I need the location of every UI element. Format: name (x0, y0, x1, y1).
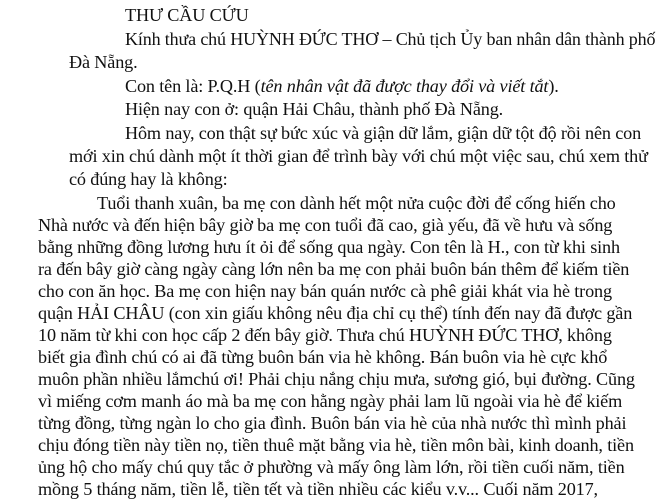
body-line-14: mồng 5 tháng năm, tiền lễ, tiền tết và tiền nhiều các kiểu v.v... Cuối năm 2017, (38, 479, 598, 499)
body-line-8: biết gia đình chú có ai đã từng buôn bán via hè không. Bán buôn via hè cực khổ (38, 347, 608, 367)
intro-line-1: Hôm nay, con thật sự bức xúc và giận dữ lắm, giận dữ tột độ rồi nên con (125, 123, 642, 143)
body-line-3: bằng những đồng lương hưu ít ỏi để sống qua ngày. Con tên là H., con từ khi sinh (38, 237, 620, 257)
salutation-line-1: Kính thưa chú HUỲNH ĐỨC THƠ – Chủ tịch Ủy ban nhân dân thành phố (125, 29, 656, 49)
residence-line: Hiện nay con ở: quận Hải Châu, thành phố Đà Nẵng. (125, 99, 504, 119)
body-line-2: Nhà nước và đến hiện bây giờ ba mẹ con tuổi đã cao, già yếu, đã về hưu và sống (38, 215, 613, 235)
body-line-4: ra đến bây giờ càng ngày càng lớn nên ba mẹ con phải buôn bán thêm để kiếm tiền (38, 259, 630, 279)
body-line-6: quận HẢI CHÂU (con xin giấu không nêu địa chỉ cụ thể) tính đến nay đã được gần (38, 303, 633, 323)
intro-line-3: có đúng hay là không: (69, 169, 228, 189)
salutation-line-2: Đà Nẵng. (69, 52, 138, 72)
body-line-5: cho con ăn học. Ba mẹ con hiện nay bán quán nước cà phê giải khát via hè trong (38, 281, 612, 301)
name-note: tên nhân vật đã được thay đổi và viết tắt (260, 76, 549, 96)
intro-line-2: mới xin chú dành một ít thời gian để trình bày với chú một việc sau, chú xem thử (69, 146, 648, 166)
body-line-7: 10 năm từ khi con học cấp 2 đến bây giờ. Thưa chú HUỲNH ĐỨC THƠ, không (38, 325, 612, 345)
body-line-10: vì miếng cơm manh áo mà ba mẹ con hằng ngày phải lam lũ ngoài via hè để kiếm (38, 391, 623, 411)
letter-title: THƯ CẦU CỨU (125, 5, 249, 25)
name-line (125, 77, 559, 95)
body-line-1: Tuổi thanh xuân, ba mẹ con dành hết một nửa cuộc đời để cống hiến cho (97, 193, 616, 213)
body-line-12: chịu đóng tiền này tiền nọ, tiền thuê mặt bằng via hè, tiền môn bài, kinh doanh, tiền (38, 435, 634, 455)
body-line-9: muôn phần nhiều lắmchú ơi! Phải chịu nắng chịu mưa, sương gió, bụi đường. Cũng (38, 369, 635, 389)
name-suffix: ). (548, 76, 559, 96)
body-line-13: ủng hộ cho mấy chú quy tắc ở phường và mấy ông làm lớn, rồi tiền cuối năm, tiền (38, 457, 625, 477)
name-prefix: Con tên là: P.Q.H ( (125, 76, 261, 96)
body-line-11: từng đồng, từng ngàn lo cho gia đình. Buôn bán via hè của nhà nước thì mình phải (38, 413, 627, 433)
